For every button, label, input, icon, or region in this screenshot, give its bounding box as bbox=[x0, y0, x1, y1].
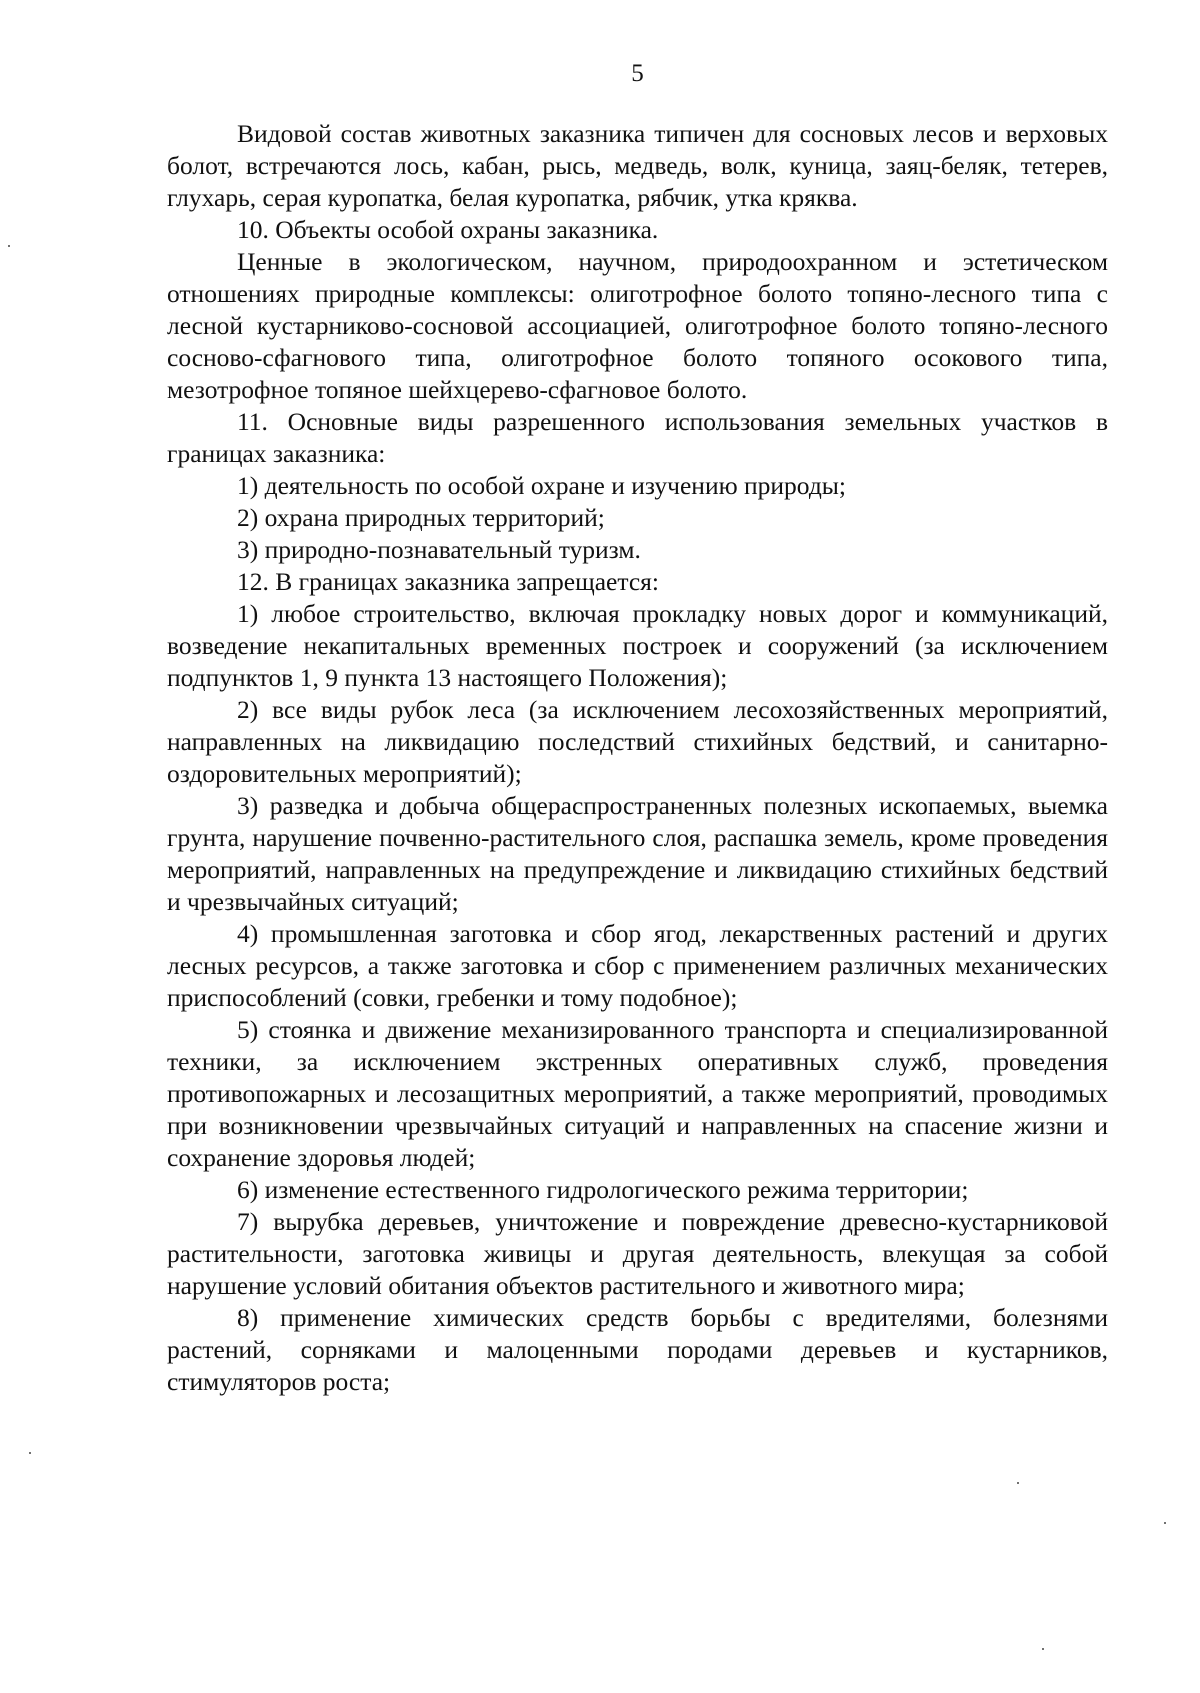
document-body bbox=[167, 118, 1108, 1398]
page-number: 5 bbox=[631, 60, 644, 87]
scan-speck bbox=[1017, 1482, 1019, 1484]
list-item-11-3: 3) природно-познавательный туризм. bbox=[237, 535, 641, 564]
list-item-12-7: 7) вырубка деревьев, уничтожение и повреждение древесно-кустарниковой растительности, заготовка живицы и другая деятельность, влекущая за собой нарушение условий обитания объектов растительного и животного мира; bbox=[167, 1207, 1108, 1300]
list-item-11-1: 1) деятельность по особой охране и изучению природы; bbox=[237, 471, 847, 500]
scan-speck bbox=[1042, 1648, 1044, 1650]
paragraph-animal-composition: Видовой состав животных заказника типичен для сосновых лесов и верховых болот, встречаются лось, кабан, рысь, медведь, волк, куница, заяц-беляк, тетерев, глухарь, серая куропатка, белая куропатка, рябчик, утка кряква. bbox=[167, 119, 1108, 212]
list-item-12-1: 1) любое строительство, включая прокладку новых дорог и коммуникаций, возведение некапитальных временных построек и сооружений (за исключением подпунктов 1, 9 пункта 13 настоящего Положения); bbox=[167, 599, 1108, 692]
list-item-11-2: 2) охрана природных территорий; bbox=[237, 503, 605, 532]
scan-speck bbox=[1164, 1522, 1166, 1524]
list-item-12-4: 4) промышленная заготовка и сбор ягод, лекарственных растений и других лесных ресурсов, а также заготовка и сбор с применением различных механических приспособлений (совки, гребенки и тому подобное); bbox=[167, 919, 1108, 1012]
list-item-12-2: 2) все виды рубок леса (за исключением лесохозяйственных мероприятий, направленных на ликвидацию последствий стихийных бедствий, и санитарно-оздоровительных мероприятий); bbox=[167, 695, 1108, 788]
list-item-12-8: 8) применение химических средств борьбы с вредителями, болезнями растений, сорняками и малоценными породами деревьев и кустарников, стимуляторов роста; bbox=[167, 1303, 1108, 1396]
list-item-12-3: 3) разведка и добыча общераспространенных полезных ископаемых, выемка грунта, нарушение почвенно-растительного слоя, распашка земель, кроме проведения мероприятий, направленных на предупреждение и ликвидацию стихийных бедствий и чрезвычайных ситуаций; bbox=[167, 791, 1108, 916]
section-11-heading: 11. Основные виды разрешенного использования земельных участков в границах заказника: bbox=[167, 407, 1108, 468]
section-10-heading: 10. Объекты особой охраны заказника. bbox=[237, 215, 659, 244]
paragraph-natural-complexes: Ценные в экологическом, научном, природоохранном и эстетическом отношениях природные комплексы: олиготрофное болото топяно-лесного типа с лесной кустарниково-сосновой ассоциацией, олиготрофное болото топяно-лесного сосново-сфагнового типа, олиготрофное болото топяного осокового типа, мезотрофное топяное шейхцерево-сфагновое болото. bbox=[167, 247, 1108, 404]
list-item-12-5: 5) стоянка и движение механизированного транспорта и специализированной техники, за исключением экстренных оперативных служб, проведения противопожарных и лесозащитных мероприятий, а также мероприятий, проводимых при возникновении чрезвычайных ситуаций и направленных на спасение жизни и сохранение здоровья людей; bbox=[167, 1015, 1108, 1172]
scan-speck bbox=[29, 1452, 31, 1454]
section-12-heading: 12. В границах заказника запрещается: bbox=[237, 567, 659, 596]
list-item-12-6: 6) изменение естественного гидрологического режима территории; bbox=[237, 1175, 969, 1204]
scan-speck bbox=[8, 245, 10, 247]
